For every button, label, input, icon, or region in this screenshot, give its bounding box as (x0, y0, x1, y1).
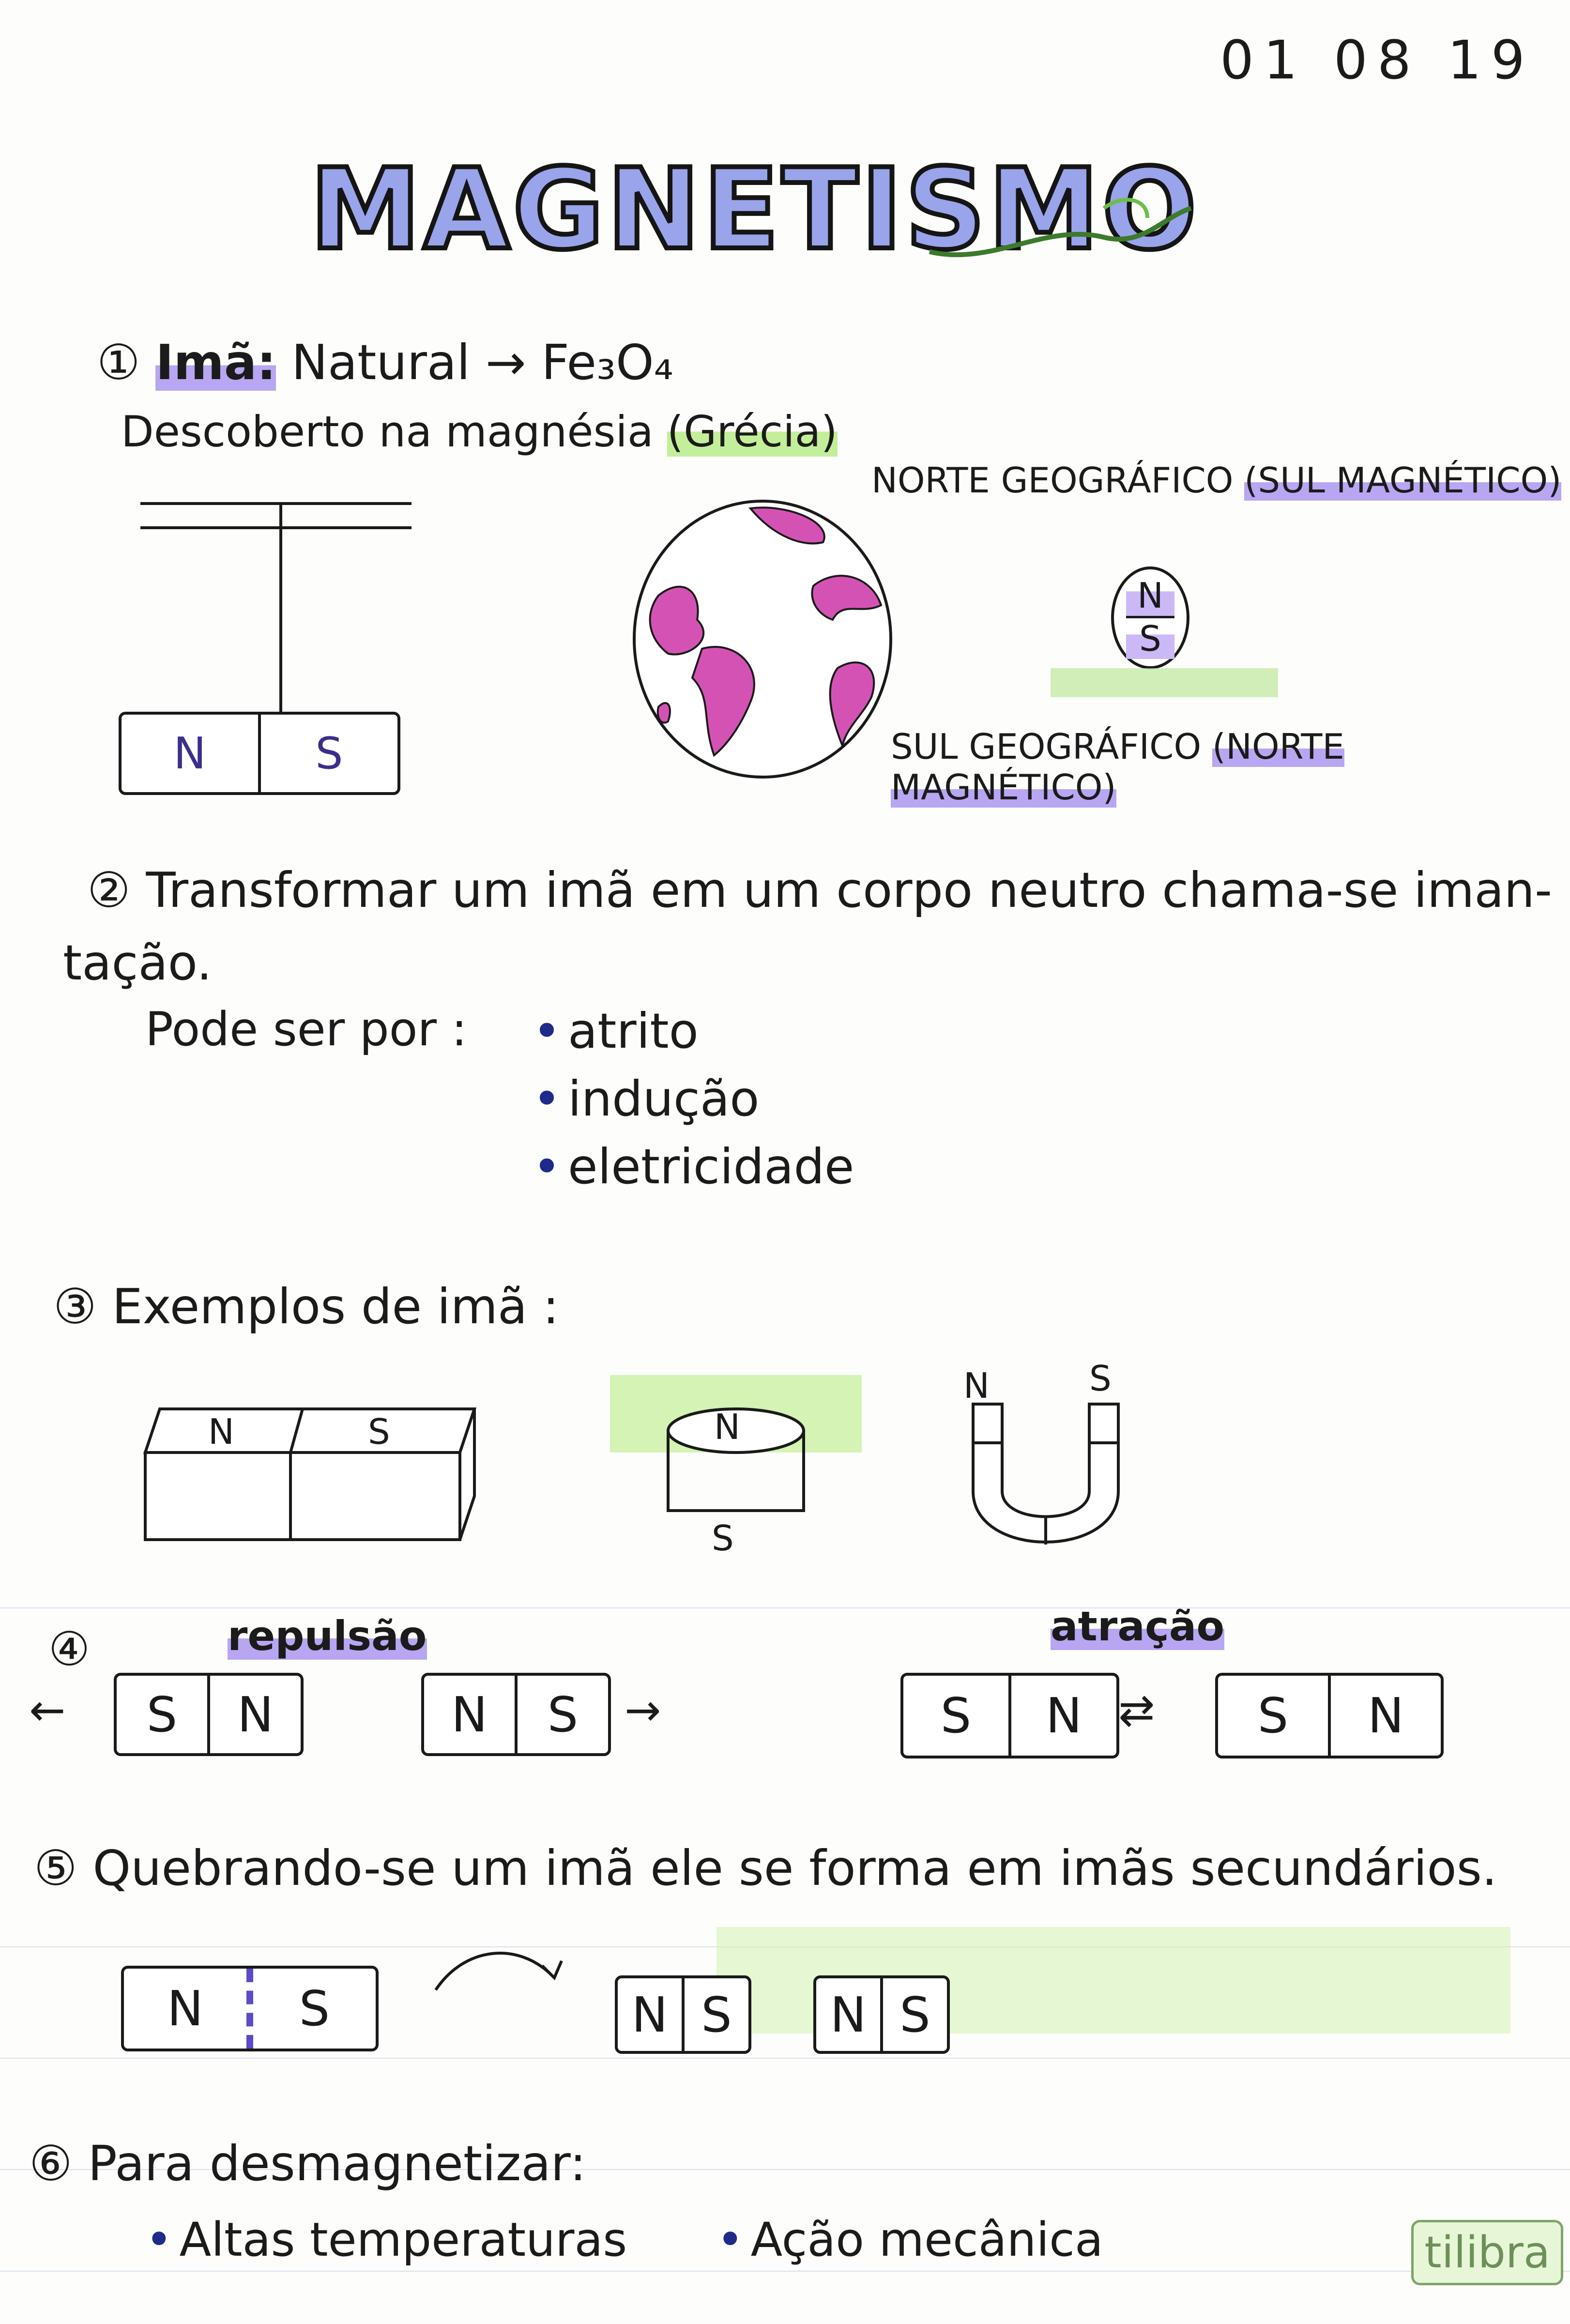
date: 01 08 19 (1220, 29, 1535, 91)
u-magnet-s: S (1089, 1358, 1112, 1399)
section-2-text (87, 862, 1552, 918)
demagnetize-text: Para desmagnetizar: (88, 2135, 586, 2192)
disc-magnet-n: N (714, 1407, 740, 1447)
south-geographic-label (891, 726, 1570, 808)
discovered-text (121, 407, 838, 457)
title-swirl-decoration (920, 165, 1210, 276)
north-geographic-label (871, 460, 1561, 501)
repulsion-magnet-1 (114, 1673, 304, 1756)
attraction-magnet-1 (900, 1673, 1119, 1758)
magnet-pole: S (146, 1686, 178, 1743)
north-geo-text: NORTE GEOGRÁFICO (871, 460, 1234, 501)
magnet-pole: S (515, 1676, 608, 1753)
box-magnet-s: S (368, 1411, 390, 1452)
magnet-pole: N (207, 1676, 301, 1753)
section-number: ⑥ (29, 2135, 73, 2192)
original-magnet (121, 1966, 379, 2051)
section-number: ③ (53, 1278, 97, 1335)
demagnetize-item (145, 2213, 627, 2267)
formula: Fe₃O₄ (541, 334, 673, 391)
magnet-pole-n: N (173, 728, 206, 779)
magnetization-text-cont: tação. (63, 934, 212, 991)
section-number: ② (87, 862, 131, 918)
page-title: MAGNETISMO (310, 145, 1200, 275)
ruled-line (0, 2058, 1570, 2059)
ruled-line (0, 2271, 1570, 2272)
magnet-pole: N (830, 1986, 867, 2043)
right-arrow-icon: → (625, 1685, 661, 1736)
north-mag-text: (NORTE MAGNÉTICO) (891, 726, 1344, 808)
box-magnet-drawing (140, 1404, 489, 1544)
arrow-icon: → (485, 334, 526, 391)
tilibra-logo: tilibra (1411, 2220, 1563, 2285)
left-arrow-icon: ← (29, 1685, 66, 1736)
compass (1111, 566, 1189, 669)
south-mag-text: (SUL MAGNÉTICO) (1244, 460, 1562, 501)
magnet-pole: N (1328, 1676, 1441, 1756)
magnet-pole: N (631, 1986, 668, 2043)
magnet-pole: N (1008, 1676, 1116, 1756)
place-label: (Grécia) (667, 407, 838, 457)
secondary-magnet-1 (615, 1975, 751, 2054)
demagnetize-item (716, 2213, 1103, 2267)
examples-text: Exemplos de imã : (112, 1278, 559, 1335)
magnet-pole: N (451, 1686, 488, 1743)
ima-label: Imã: (155, 334, 276, 391)
natural-label: Natural (291, 334, 470, 391)
item-text: • Ação mecânica (716, 2213, 1103, 2267)
magnet-pole: S (246, 1969, 376, 2049)
green-highlight (1051, 668, 1278, 697)
south-geo-text: SUL GEOGRÁFICO (891, 726, 1202, 767)
secondary-magnet-2 (813, 1975, 950, 2054)
methods-list (533, 997, 854, 1201)
repulsion-magnet-2 (421, 1673, 611, 1756)
breaking-text: Quebrando-se um imã ele se forma em imãs secundários. (92, 1840, 1497, 1896)
attraction-magnet-2 (1215, 1673, 1444, 1758)
compass-n: N (1126, 575, 1174, 618)
method-item: • atrito (533, 997, 854, 1065)
section-number: ④ (48, 1622, 91, 1676)
section-number: ⑤ (34, 1840, 77, 1896)
repulsion-label: repulsão (228, 1612, 427, 1660)
earth-globe-drawing (629, 494, 900, 784)
attraction-label: atração (1051, 1603, 1225, 1650)
ruled-line (0, 1607, 1570, 1608)
methods-label: Pode ser por : (145, 1002, 467, 1056)
section-1-heading (97, 334, 673, 391)
disc-magnet-s: S (712, 1518, 734, 1559)
section-3-text (53, 1278, 559, 1335)
section-6-text (29, 2135, 586, 2192)
section-number: ① (97, 334, 140, 391)
u-magnet-n: N (963, 1365, 990, 1406)
magnet-pole: S (1257, 1687, 1289, 1744)
magnet-pole: S (682, 1978, 748, 2051)
hanging-magnet (119, 712, 400, 795)
box-magnet-n: N (208, 1411, 234, 1452)
magnet-pole-s: S (258, 715, 397, 792)
magnetization-text: Transformar um imã em um corpo neutro chama-se iman- (146, 862, 1553, 918)
magnet-pole: N (167, 1980, 203, 2037)
u-magnet-drawing (963, 1399, 1128, 1559)
magnet-pole: S (880, 1978, 947, 2051)
attraction-arrows-icon: ⇄ (1118, 1685, 1155, 1736)
compass-s: S (1126, 618, 1174, 659)
method-item: • eletricidade (533, 1133, 854, 1201)
item-text: • Altas temperaturas (145, 2213, 627, 2267)
discovered-label: Descoberto na magnésia (121, 407, 654, 457)
method-item: • indução (533, 1065, 854, 1133)
curved-arrow-icon (431, 1937, 566, 2004)
magnet-pole: S (940, 1687, 972, 1744)
section-5-text (34, 1840, 1497, 1896)
